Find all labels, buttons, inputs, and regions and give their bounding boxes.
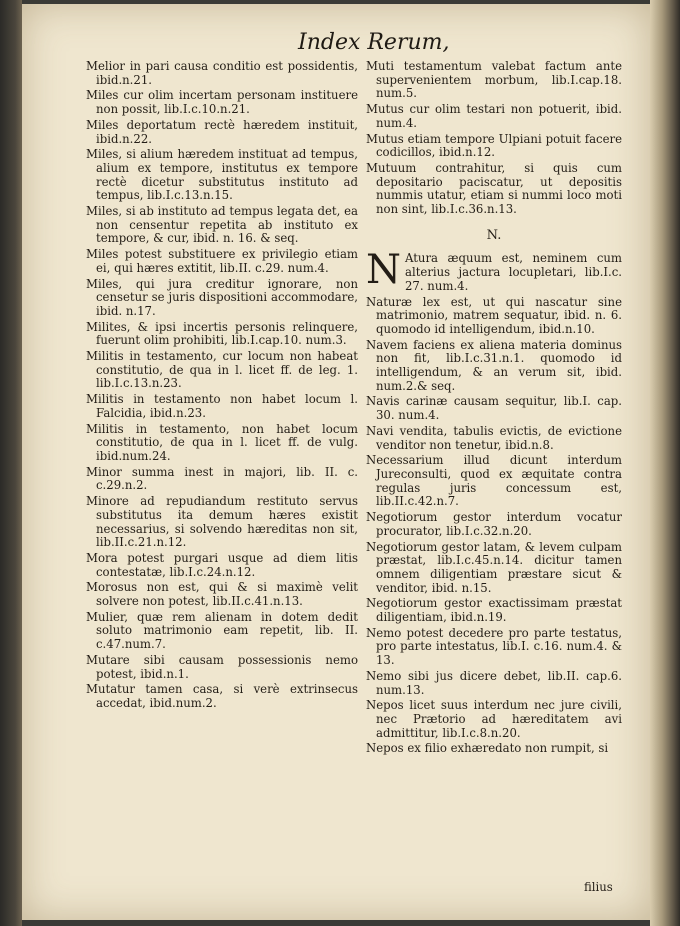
index-entry: Miles, si ab instituto ad tempus legata det, ea non censentur repetita ab instituto ex tempore, & cur, ibid. n. 16. & seq. [86, 204, 358, 246]
index-entry: Mulier, quæ rem alienam in dotem dedit soluto matrimonio eam repetit, lib. II. c.47.num.7. [86, 609, 358, 652]
index-entry: Miles, qui jura creditur ignorare, non censetur se juris dispositioni accommodare, ibid. n.17. [86, 276, 358, 318]
index-entry: Minor summa inest in majori, lib. II. c. c.29.n.2. [86, 464, 358, 493]
index-entry: Militis in testamento, non habet locum constitutio, de qua in l. licet ff. de vulg. ibid.num.24. [86, 421, 358, 463]
index-entry: Militis in testamento non habet locum l. Falcidia, ibid.n.23. [86, 392, 358, 420]
index-entry: Nemo potest decedere pro parte testatus, pro parte intestatus, lib.I. c.16. num.4. & 13. [366, 625, 622, 668]
index-entry: Necessarium illud dicunt interdum Jureconsulti, quod ex æquitate contra regulas juris concessum est, lib.II.c.42.n.7. [366, 453, 622, 509]
index-entry: Mutare sibi causam possessionis nemo potest, ibid.n.1. [86, 652, 358, 681]
index-entry: Navem faciens ex aliena materia dominus non fit, lib.I.c.31.n.1. quomodo id intelligendum, & an verum sit, ibid. num.2.& seq. [366, 337, 622, 393]
index-entry: Nepos licet suus interdum nec jure civili, nec Prætorio ad hæreditatem avi admittitur, lib.I.c.8.n.20. [366, 698, 622, 740]
index-entry: Negotiorum gestor interdum vocatur procurator, lib.I.c.32.n.20. [366, 510, 622, 538]
catchword: filius [584, 880, 613, 894]
index-entry: Milites, & ipsi incertis personis relinquere, fuerunt olim prohibiti, lib.I.cap.10. num.3. [86, 319, 358, 348]
index-entry: Negotiorum gestor latam, & levem culpam præstat, lib.I.c.45.n.14. dicitur tamen omnem diligentiam præstare sicut & venditor, ibid. n.15. [366, 539, 622, 595]
right-column [366, 60, 622, 758]
index-entry [366, 247, 622, 294]
drop-cap: N [366, 247, 401, 294]
index-entry: Miles cur olim incertam personam instituere non possit, lib.I.c.10.n.21. [86, 88, 358, 117]
index-entry: Negotiorum gestor exactissimam præstat diligentiam, ibid.n.19. [366, 596, 622, 625]
index-entry: Muti testamentum valebat factum ante supervenientem morbum, lib.I.cap.18. num.5. [366, 59, 622, 101]
index-entry: Navis carinæ causam sequitur, lib.I. cap. 30. num.4. [366, 394, 622, 423]
index-entry: Mora potest purgari usque ad diem litis contestatæ, lib.I.c.24.n.12. [86, 550, 358, 579]
index-entry-text: Atura æquum est, neminem cum alterius jactura locupletari, lib.I.c. 27. num.4. [405, 251, 622, 293]
left-column [86, 60, 358, 713]
index-entry: Mutuum contrahitur, si quis cum depositario paciscatur, ut depositis nummis utatur, etiam si nummi loco moti non sint, lib.I.c.36.n.13. [366, 160, 622, 217]
section-letter: N. [486, 227, 502, 243]
index-entry: Miles deportatum rectè hæredem instituit, ibid.n.22. [86, 117, 358, 146]
index-entry: Navi vendita, tabulis evictis, de evictione venditor non tenetur, ibid.n.8. [366, 423, 622, 452]
index-entry: Minore ad repudiandum restituto servus substitutus ita demum hæres existit necessarius, si solvendo hæreditas non sit, lib.II.c.21.n.12. [86, 494, 358, 550]
index-entry: Nemo sibi jus dicere debet, lib.II. cap.6. num.13. [366, 668, 622, 697]
index-entry: Naturæ lex est, ut qui nascatur sine matrimonio, matrem sequatur, ibid. n. 6. quomodo id intelligendum, ibid.n.10. [366, 294, 622, 336]
index-entry: Miles potest substituere ex privilegio etiam ei, qui hæres extitit, lib.II. c.29. num.4. [86, 247, 358, 275]
index-entry: Nepos ex filio exhæredato non rumpit, si [366, 741, 609, 756]
running-head: Index Rerum, [298, 30, 450, 55]
index-entry: Militis in testamento, cur locum non habeat constitutio, de qua in l. licet ff. de leg. 1. lib.I.c.13.n.23. [86, 349, 358, 391]
book-spine [0, 0, 22, 926]
index-entry: Mutus cur olim testari non potuerit, ibid. num.4. [366, 102, 622, 130]
index-entry: Miles, si alium hæredem instituat ad tempus, alium ex tempore, institutus ex tempore rectè dicetur substitutus instituto ad tempus, lib.I.c.13.n.15. [86, 147, 358, 203]
index-entry: Mutatur tamen casa, si verè extrinsecus accedat, ibid.num.2. [86, 682, 358, 710]
index-entry: Mutus etiam tempore Ulpiani potuit facere codicillos, ibid.n.12. [366, 131, 622, 160]
index-entry: Melior in pari causa conditio est possidentis, ibid.n.21. [86, 59, 358, 87]
page-fore-edge [650, 0, 680, 926]
index-entry: Morosus non est, qui & si maximè velit solvere non potest, lib.II.c.41.n.13. [86, 580, 358, 609]
